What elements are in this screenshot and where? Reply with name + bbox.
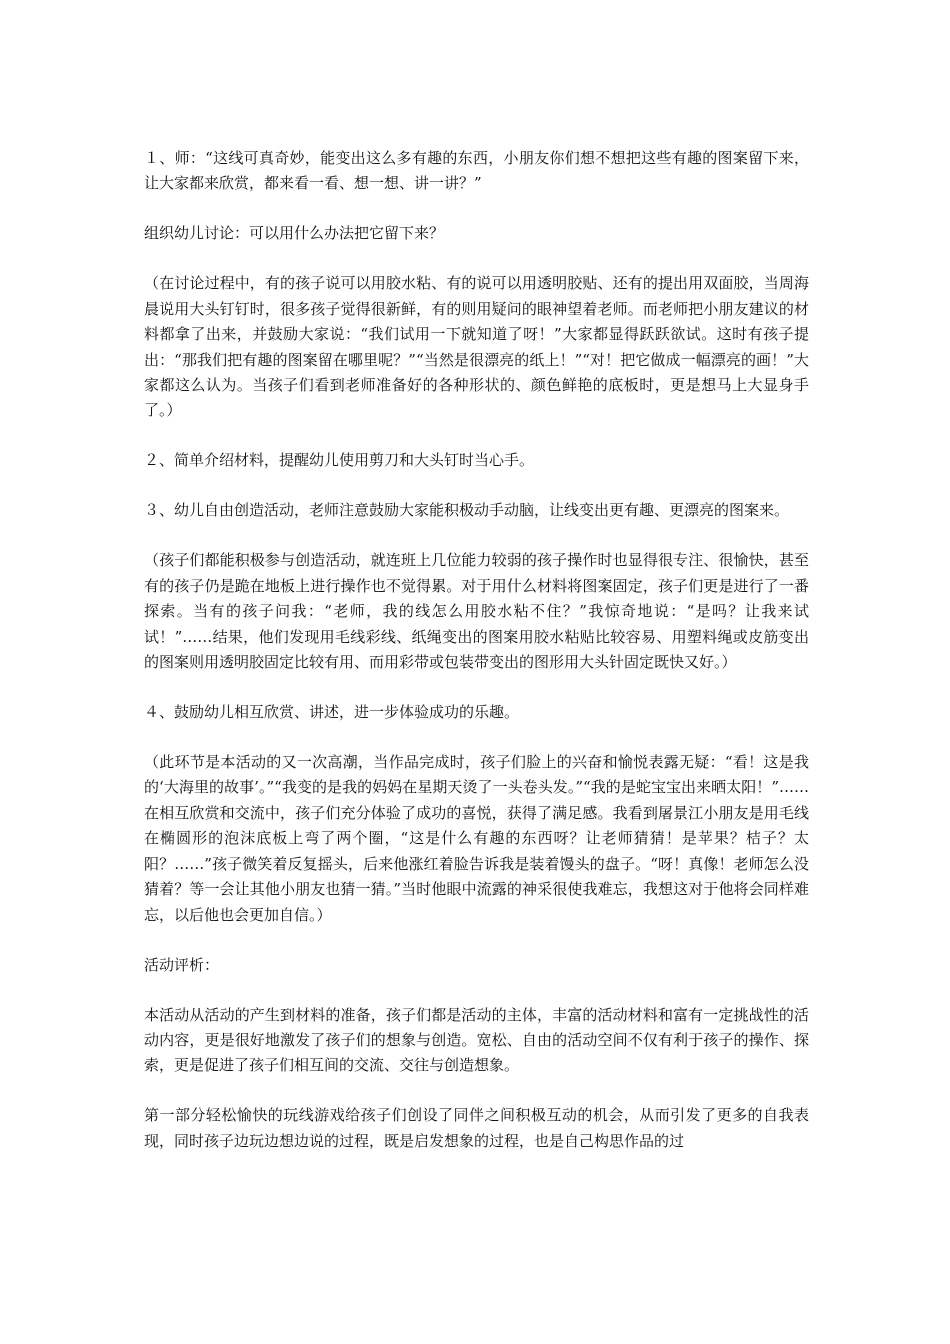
discussion-prompt-paragraph: 组织幼儿讨论：可以用什么办法把它留下来？ (144, 224, 445, 243)
analysis-heading: 活动评析： (144, 955, 220, 974)
document-page (144, 146, 809, 1179)
step-1-paragraph: １、师：“这线可真奇妙，能变出这么多有趣的东西，小朋友你们想不想把这些有趣的图案留下来，让大家都来欣赏，都来看一看、想一想、讲一讲？” (144, 149, 809, 193)
analysis-paragraph-1: 本活动从活动的产生到材料的准备，孩子们都是活动的主体，丰富的活动材料和富有一定挑战性的活动内容，更是很好地激发了孩子们的想象与创造。宽松、自由的活动空间不仅有利于孩子的操作、探索，更是促进了孩子们相互间的交流、交往与创造想象。 (144, 1005, 809, 1075)
discussion-notes-paragraph: （在讨论过程中，有的孩子说可以用胶水粘、有的说可以用透明胶贴、还有的提出用双面胶，当周海晨说用大头钉钉时，很多孩子觉得很新鲜，有的则用疑问的眼神望着老师。而老师把小朋友建议的材料都拿了出来，并鼓励大家说：“我们试用一下就知道了呀！”大家都显得跃跃欲试。这时有孩子提出：“那我们把有趣的图案留在哪里呢？”“当然是很漂亮的纸上！”“对！把它做成一幅漂亮的画！”大家都这么认为。当孩子们看到老师准备好的各种形状的、颜色鲜艳的底板时，更是想马上大显身手了。） (144, 274, 809, 420)
step-3-paragraph: ３、幼儿自由创造活动，老师注意鼓励大家能积极动手动脑，让线变出更有趣、更漂亮的图案来。 (144, 501, 790, 520)
creation-notes-paragraph: （孩子们都能积极参与创造活动，就连班上几位能力较弱的孩子操作时也显得很专注、很愉快，甚至有的孩子仍是跪在地板上进行操作也不觉得累。对于用什么材料将图案固定，孩子们更是进行了一番探索。当有的孩子问我：“老师，我的线怎么用胶水粘不住？”我惊奇地说：“是吗？让我来试试！”……结果，他们发现用毛线彩线、纸绳变出的图案用胶水粘贴比较容易、用塑料绳或皮筋变出的图案则用透明胶固定比较有用、而用彩带或包装带变出的图形用大头针固定既快又好。） (144, 551, 809, 672)
step-2-paragraph: ２、简单介绍材料，提醒幼儿使用剪刀和大头钉时当心手。 (144, 451, 535, 470)
step-4-paragraph: ４、鼓励幼儿相互欣赏、讲述，进一步体验成功的乐趣。 (144, 703, 520, 722)
sharing-notes-paragraph: （此环节是本活动的又一次高潮，当作品完成时，孩子们脸上的兴奋和愉悦表露无疑：“看！这是我的‘大海里的故事’。”“我变的是我的妈妈在星期天烫了一头卷头发。”“我的是蛇宝宝出来晒太阳！”……在相互欣赏和交流中，孩子们充分体验了成功的喜悦，获得了满足感。我看到屠景江小朋友是用毛线在椭圆形的泡沫底板上弯了两个圈，“这是什么有趣的东西呀？让老师猜猜！是苹果？桔子？太阳？……”孩子微笑着反复摇头，后来他涨红着脸告诉我是装着馒头的盘子。“呀！真像！老师怎么没猜着？等一会让其他小朋友也猜一猜。”当时他眼中流露的神采很使我难忘，我想这对于他将会同样难忘，以后他也会更加自信。） (144, 753, 809, 924)
analysis-paragraph-2: 第一部分轻松愉快的玩线游戏给孩子们创设了同伴之间积极互动的机会，从而引发了更多的自我表现，同时孩子边玩边想边说的过程，既是启发想象的过程，也是自己构思作品的过 (144, 1106, 809, 1150)
